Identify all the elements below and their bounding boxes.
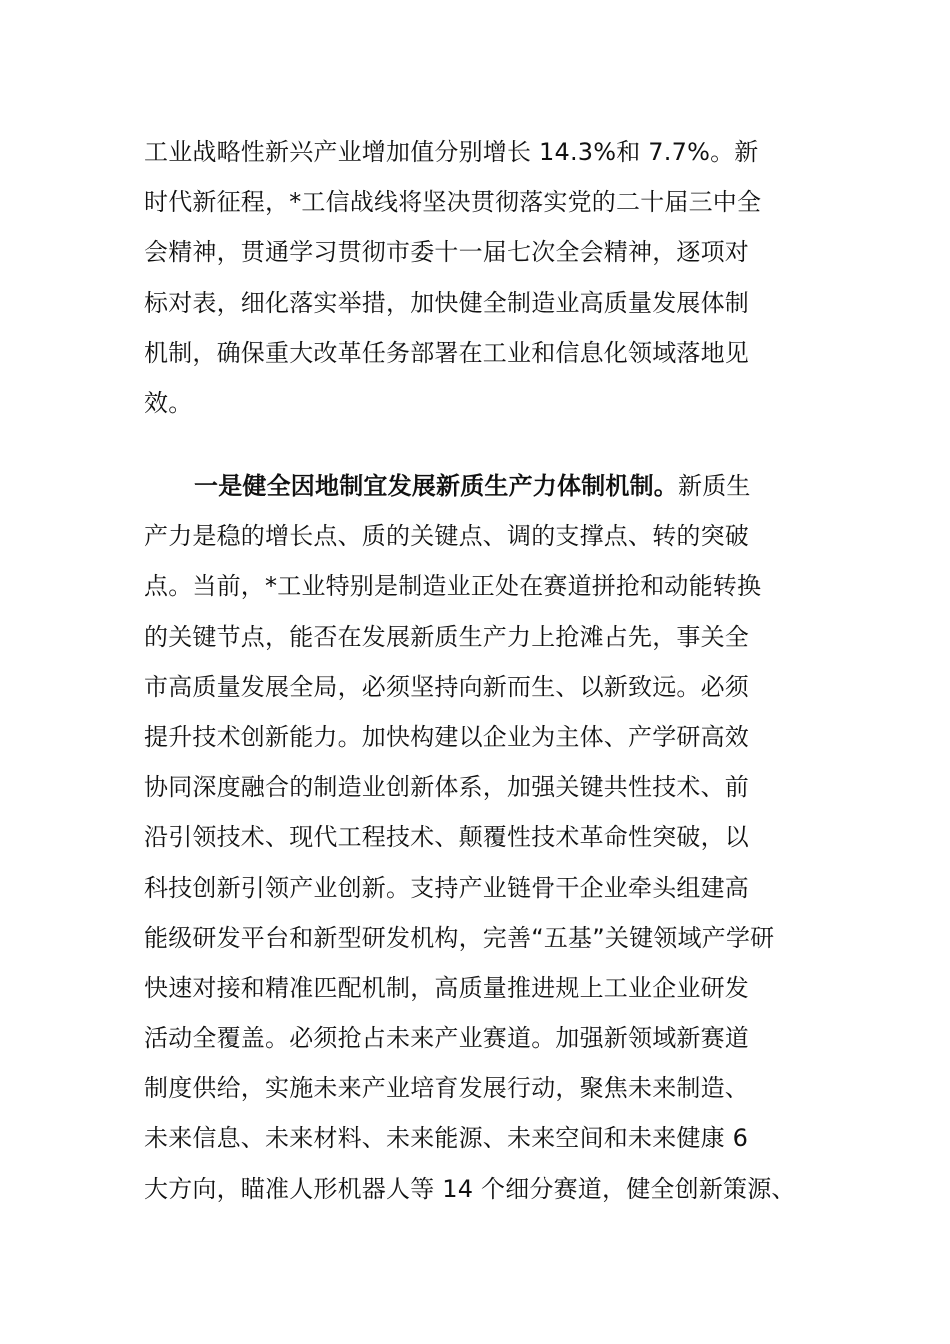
text-line: 效。 xyxy=(144,388,193,417)
text-line: 机制，确保重大改革任务部署在工业和信息化领域落地见 xyxy=(144,338,749,367)
text-line: 工业战略性新兴产业增加值分别增长 14.3%和 7.7%。新 xyxy=(144,138,759,166)
section-heading: 一是健全因地制宜发展新质生产力体制机制。 xyxy=(194,472,678,500)
heading-continuation: 新质生 xyxy=(678,472,751,500)
text-line: 科技创新引领产业创新。支持产业链骨干企业牵头组建高 xyxy=(144,873,749,902)
text-line: 能级研发平台和新型研发机构，完善“五基”关键领域产学研 xyxy=(144,923,775,952)
text-line: 协同深度融合的制造业创新体系，加强关键共性技术、前 xyxy=(144,773,749,802)
text-line: 快速对接和精准匹配机制，高质量推进规上工业企业研发 xyxy=(144,973,749,1002)
text-line: 提升技术创新能力。加快构建以企业为主体、产学研高效 xyxy=(144,722,749,751)
text-line: 产力是稳的增长点、质的关键点、调的支撑点、转的突破 xyxy=(144,522,749,551)
text-line: 未来信息、未来材料、未来能源、未来空间和未来健康 6 xyxy=(144,1124,749,1153)
text-line: 市高质量发展全局，必须坚持向新而生、以新致远。必须 xyxy=(144,672,749,701)
text-line: 会精神，贯通学习贯彻市委十一届七次全会精神，逐项对 xyxy=(144,238,749,267)
text-line: 沿引领技术、现代工程技术、颠覆性技术革命性突破，以 xyxy=(144,823,749,852)
paragraph-growth-summary xyxy=(144,127,814,428)
paragraph-new-productivity xyxy=(144,461,814,1214)
text-line: 活动全覆盖。必须抢占未来产业赛道。加强新领域新赛道 xyxy=(144,1024,749,1053)
text-line: 制度供给，实施未来产业培育发展行动，聚焦未来制造、 xyxy=(144,1074,749,1103)
text-line: 时代新征程，*工信战线将坚决贯彻落实党的二十届三中全 xyxy=(144,188,762,217)
paragraph-first-line xyxy=(144,461,814,511)
text-line: 大方向，瞄准人形机器人等 14 个细分赛道，健全创新策源、 xyxy=(144,1174,796,1203)
text-line: 点。当前，*工业特别是制造业正处在赛道拼抢和动能转换 xyxy=(144,572,762,601)
text-line: 的关键节点，能否在发展新质生产力上抢滩占先，事关全 xyxy=(144,622,749,651)
text-line: 标对表，细化落实举措，加快健全制造业高质量发展体制 xyxy=(144,288,749,317)
